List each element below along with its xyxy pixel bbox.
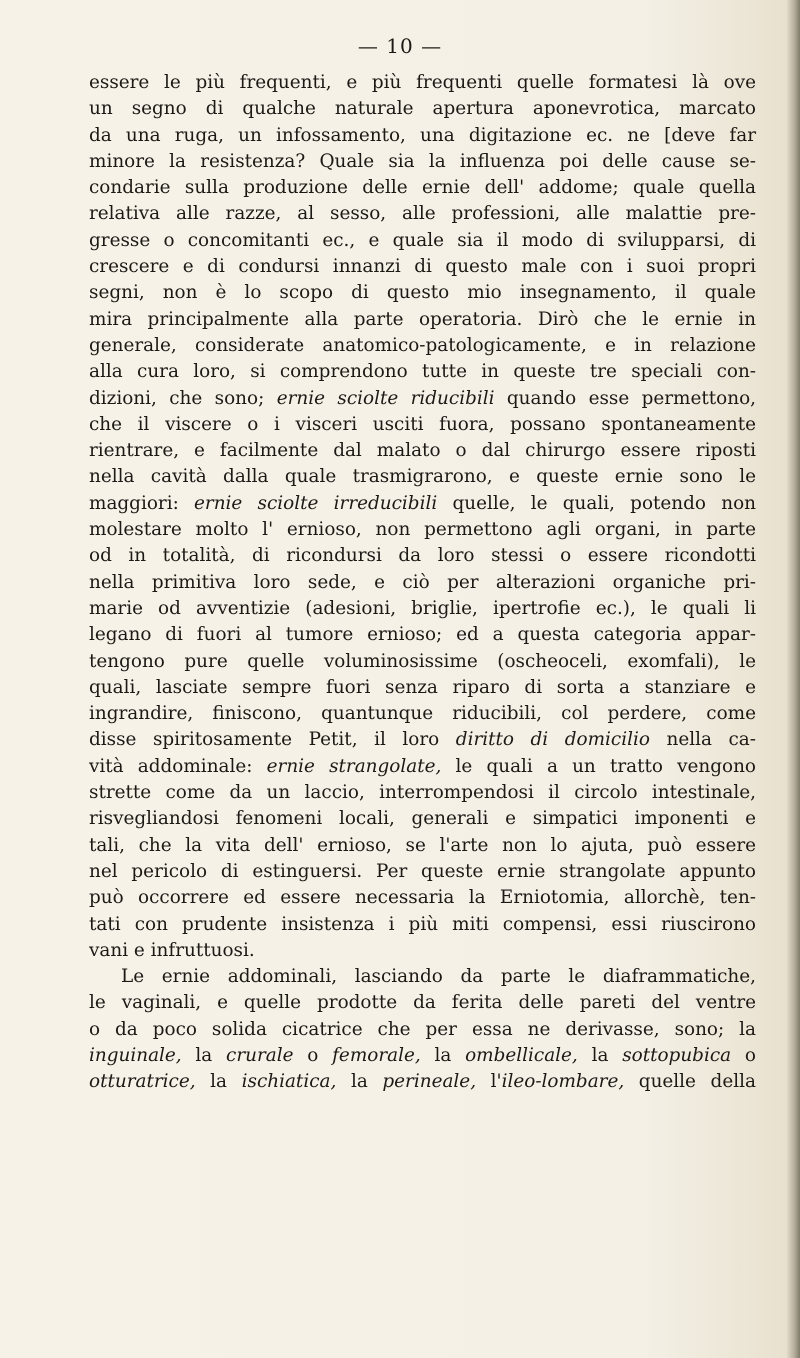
text-line-mixed [89, 386, 756, 412]
text-line: risvegliandosi fenomeni locali, generali e simpatici imponenti e [89, 808, 756, 830]
italic-term: ernie sciolte riducibili [276, 387, 495, 409]
text-line: segni, non è lo scopo di questo mio insegnamento, il quale [89, 282, 756, 304]
italic-term: ileo-lombare, [501, 1071, 625, 1093]
italic-term: ernie strangolate, [266, 755, 442, 777]
text-line: od in totalità, di ricondursi da loro stessi o essere ricondotti [89, 545, 756, 567]
text-line: le vaginali, e quelle prodotte da ferita delle pareti del ventre [89, 992, 756, 1014]
text-line: alla cura loro, si comprendono tutte in queste tre speciali con- [89, 361, 756, 383]
text-line: ingrandire, finiscono, quantunque riducibili, col perdere, come [89, 703, 756, 725]
page-number: — 10 — [357, 34, 443, 58]
text-line: crescere e di condursi innanzi di questo male con i suoi propri [89, 256, 756, 278]
italic-term: inguinale, [89, 1044, 182, 1066]
italic-term: sottopubica [622, 1044, 732, 1066]
text-line-mixed [89, 1069, 756, 1095]
text-line: gresse o concomitanti ec., e quale sia il modo di svilupparsi, di [89, 229, 756, 251]
text-line: da una ruga, un infossamento, una digitazione ec. ne [deve far [89, 124, 756, 146]
text-segment: la [591, 1044, 609, 1066]
text-line: nella primitiva loro sede, e ciò per alterazioni organiche pri- [89, 571, 756, 593]
text-line: mira principalmente alla parte operatoria. Dirò che le ernie in [89, 308, 756, 330]
text-line: nella cavità dalla quale trasmigrarono, e queste ernie sono le [89, 466, 756, 488]
text-line: Le ernie addominali, lasciando da parte le diaframmatiche, [121, 966, 756, 988]
text-line: condarie sulla produzione delle ernie dell' addome; quale quella [89, 177, 756, 199]
italic-term: ombellicale, [465, 1044, 578, 1066]
text-line-mixed [89, 491, 756, 517]
italic-term: otturatrice, [89, 1071, 196, 1093]
text-segment: l' [490, 1071, 502, 1093]
text-line: rientrare, e facilmente dal malato o dal chirurgo essere riposti [89, 440, 756, 462]
text-line: minore la resistenza? Quale sia la influenza poi delle cause se- [89, 150, 756, 172]
text-line: relativa alle razze, al sesso, alle professioni, alle malattie pre- [89, 203, 756, 225]
text-line: molestare molto l' ernioso, non permettono agli organi, in parte [89, 519, 756, 541]
text-line: generale, considerate anatomico-patologicamente, e in relazione [89, 334, 756, 356]
text-line: vani e infruttuosi. [89, 939, 255, 961]
text-line: legano di fuori al tumore ernioso; ed a questa categoria appar- [89, 624, 756, 646]
text-segment: vità addominale: [89, 755, 253, 777]
text-line: tali, che la vita dell' ernioso, se l'arte non lo ajuta, può essere [89, 834, 756, 856]
text-segment: le quali a un tratto vengono [455, 755, 756, 777]
text-segment: la [195, 1044, 213, 1066]
text-segment: disse spiritosamente Petit, il loro [89, 729, 440, 751]
text-segment: o [307, 1044, 319, 1066]
text-line: nel pericolo di estinguersi. Per queste ernie strangolate appunto [89, 860, 756, 882]
text-line: tengono pure quelle voluminosissime (oscheoceli, exomfali), le [89, 650, 756, 672]
text-segment: la [350, 1071, 368, 1093]
text-segment: dizioni, che sono; [89, 387, 265, 409]
text-line: quali, lasciate sempre fuori senza riparo di sorta a stanziare e [89, 676, 756, 698]
text-line: tati con prudente insistenza i più miti compensi, essi riuscirono [89, 913, 756, 935]
text-segment: la [210, 1071, 228, 1093]
text-segment: quando esse permettono, [506, 387, 756, 409]
text-segment: la [434, 1044, 452, 1066]
italic-term: perineale, [382, 1071, 477, 1093]
text-line-mixed [89, 727, 756, 753]
page-edge-shadow [786, 0, 800, 1358]
italic-term: diritto di domicilio [455, 729, 650, 751]
italic-term: ernie sciolte irreducibili [194, 492, 438, 514]
text-line-mixed [89, 1043, 756, 1069]
text-line: essere le più frequenti, e più frequenti quelle formatesi là ove [89, 72, 756, 93]
text-line-mixed [89, 754, 756, 780]
text-line: o da poco solida cicatrice che per essa ne derivasse, sono; la [89, 1018, 756, 1040]
text-line: può occorrere ed essere necessaria la Erniotomia, allorchè, ten- [89, 887, 756, 909]
text-line: che il viscere o i visceri usciti fuora, possano spontaneamente [89, 413, 756, 435]
text-segment: quelle della [638, 1071, 756, 1093]
italic-term: ischiatica, [241, 1071, 337, 1093]
text-line: strette come da un laccio, interrompendosi il circolo intestinale, [89, 782, 756, 804]
text-segment: o [744, 1044, 756, 1066]
body-text [89, 70, 756, 1096]
italic-term: crurale [226, 1044, 294, 1066]
text-line: un segno di qualche naturale apertura aponevrotica, marcato [89, 98, 756, 120]
text-segment: nella ca- [666, 729, 756, 751]
italic-term: femorale, [332, 1044, 421, 1066]
text-segment: quelle, le quali, potendo non [452, 492, 756, 514]
text-segment: maggiori: [89, 492, 179, 514]
text-line: marie od avventizie (adesioni, briglie, ipertrofie ec.), le quali li [89, 597, 756, 619]
